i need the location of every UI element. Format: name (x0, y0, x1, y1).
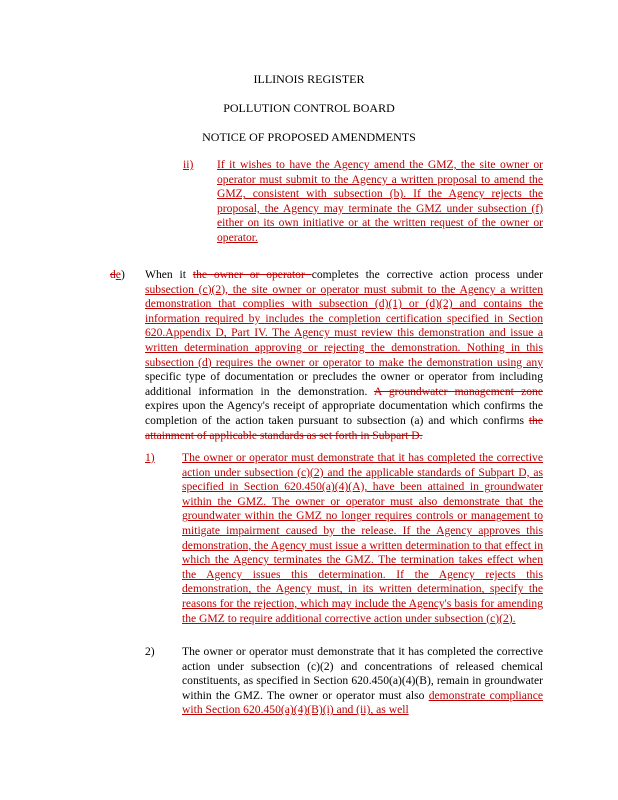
item-ii-label: ii) (183, 158, 194, 171)
item-1-text: The owner or operator must demonstrate that it has completed the corrective action under subsection (c)(2) and the applicable standards of Subpart D, as specified in Section 620.450(a)(4)(A), have been attained in groundwater within the GMZ. The owner or operator must also demonstrate that the groundwater within the GMZ no longer requires controls or management to mitigate impairment caused by the release. If the Agency approves this demonstration, the Agency must issue a written determination to that effect in which the Agency terminates the GMZ. The termination takes effect when the Agency issues this determination. If the Agency rejects this demonstration, the Agency must, in its written determination, specify the reasons for the rejection, which may include the Agency's basis for amending the GMZ to require additional corrective action under subsection (c)(2). (182, 451, 543, 625)
item-e-label-paren: ) (120, 268, 125, 281)
item-e-seg8-deleted: the attainment of applicable standards as set forth in Subpart D. (145, 413, 543, 442)
item-e-seg3: completes the corrective action process under (311, 268, 543, 281)
item-e-label (110, 268, 125, 283)
item-2-label: 2) (145, 645, 155, 658)
item-e-seg4-inserted: subsection (c)(2), the site owner or operator must submit to the Agency a written demonstration that complies with subsection (d)(1) or (d)(2) and contains the information required by includes the completion certification specified in Section 620.Appendix D, Part IV. The Agency must review this demonstration and issue a written determination approving or rejecting the demonstration. Nothing in this subsection (d) requires the owner or operator to make the demonstration using any (145, 282, 543, 369)
item-e-seg7: expires upon the Agency's receipt of appropriate documentation which confirms the completion of the action taken pursuant to subsection (a) and which confirms (145, 399, 543, 427)
item-e-seg5: specific type of documentation or precludes the owner or operator from including additional information in the demonstration. (145, 370, 543, 398)
item-ii-text: If it wishes to have the Agency amend the GMZ, the site owner or operator must submit to the Agency a written proposal to amend the GMZ, consistent with subsection (b). If the Agency rejects the proposal, the Agency may terminate the GMZ under subsection (f) either on its own initiative or at the written request of the owner or operator. (217, 158, 543, 244)
item-2-seg1: The owner or operator must demonstrate that it has completed the corrective action under subsection (c)(2) and concentrations of released chemical constituents, as specified in Section 620.450(a)(4)(B), remain in groundwater within the GMZ. The owner or operator must also (182, 645, 543, 702)
board-title: POLLUTION CONTROL BOARD (223, 101, 395, 115)
item-1-label: 1) (145, 451, 155, 464)
item-2-seg2-inserted: demonstrate compliance with Section 620.450(a)(4)(B)(i) and (ii), as well (182, 688, 543, 717)
item-e-seg1: When it (145, 268, 193, 281)
item-e-label-inserted: e (115, 268, 121, 281)
item-e-label-deleted: d (110, 268, 116, 281)
register-title: ILLINOIS REGISTER (253, 72, 365, 86)
item-e-text (145, 268, 543, 443)
notice-title: NOTICE OF PROPOSED AMENDMENTS (202, 130, 416, 144)
item-e-seg6-deleted: A groundwater management zone (373, 384, 543, 398)
item-e-seg2-deleted: the owner or operator (192, 268, 312, 281)
item-2-text (182, 645, 543, 718)
